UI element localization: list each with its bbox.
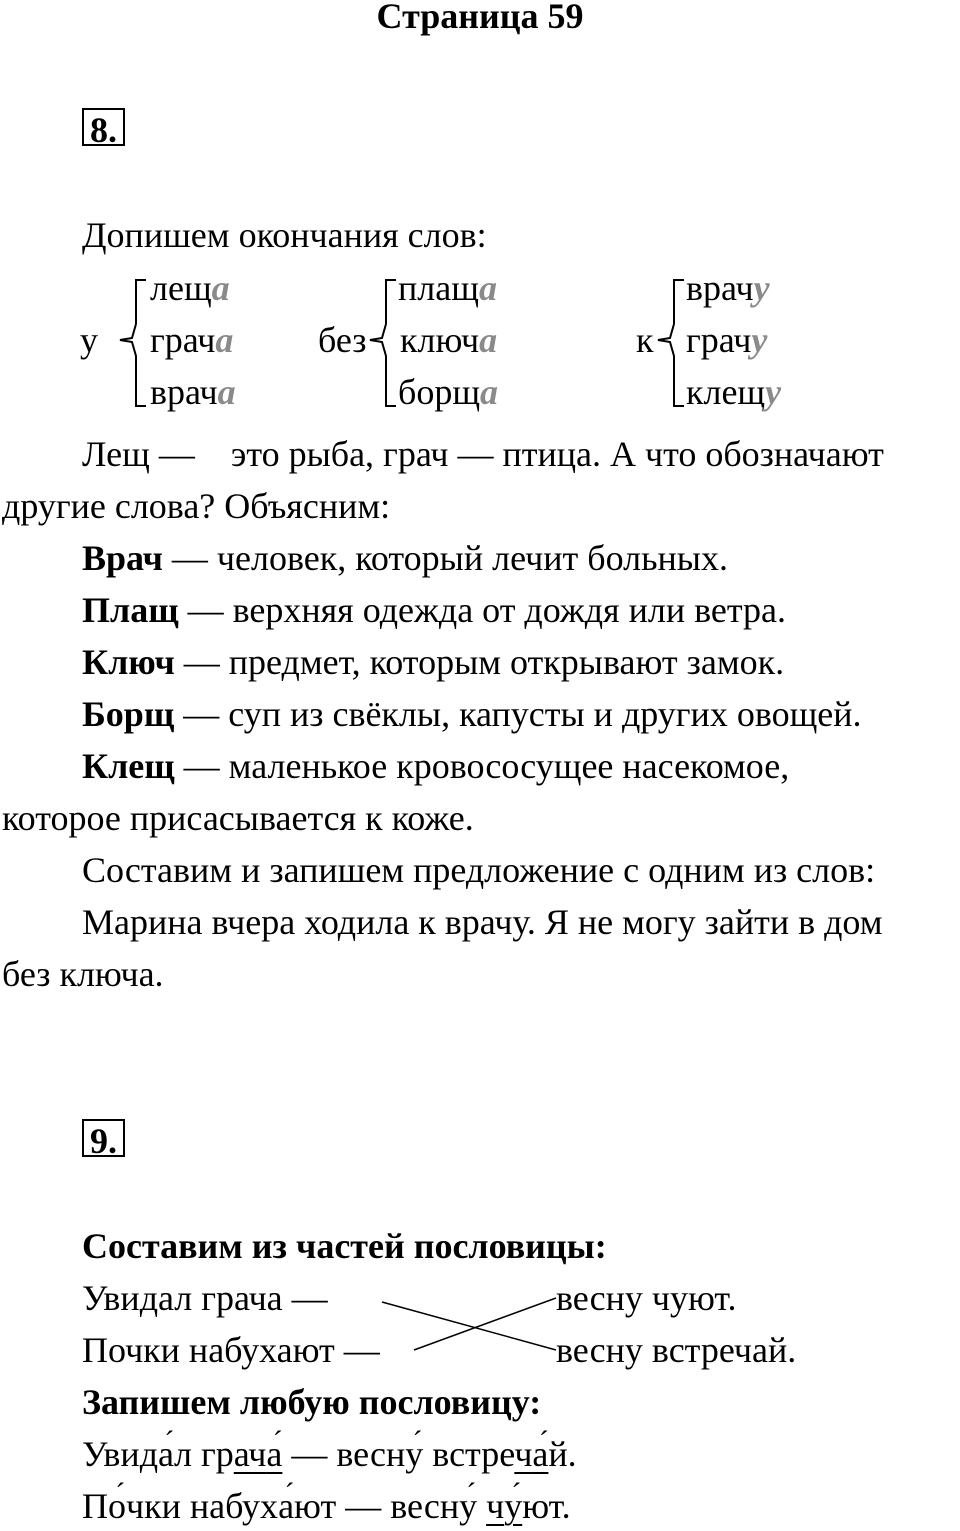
- sentence-line-2: без ключа.: [2, 954, 164, 994]
- group-2-brace: [368, 278, 398, 408]
- matching-lines: [380, 1292, 560, 1362]
- left-part-2: Почки набухают —: [82, 1330, 380, 1370]
- task-9-heading-2: Запишем любую пословицу:: [82, 1382, 542, 1422]
- right-part-2: весну встречай.: [556, 1330, 797, 1370]
- group-3-word-3: клещу: [686, 372, 782, 412]
- definition-3: Ключ — предмет, которым открывают замок.: [82, 642, 785, 682]
- group-3-word-2: грачу: [686, 320, 768, 360]
- page-title: Страница 59: [376, 0, 584, 36]
- task-9-number: 9.: [82, 1119, 125, 1157]
- left-part-1: Увидал грача —: [82, 1278, 328, 1318]
- group-1-preposition: у: [80, 320, 98, 360]
- group-1-word-1: леща: [150, 268, 230, 308]
- definition-5-cont: которое присасывается к коже.: [2, 798, 474, 838]
- group-3-word-1: врачу: [686, 268, 770, 308]
- group-1-brace: [118, 278, 148, 408]
- proverb-2: По ´чки набуха ´ют — весну ´ чу ´ют.: [82, 1484, 571, 1528]
- group-1-word-2: грача: [150, 320, 234, 360]
- group-2-word-3: борща: [398, 372, 499, 412]
- group-3-brace: [656, 278, 686, 408]
- sentence-line-1: Марина вчера ходила к врачу. Я не могу зайти в дом: [82, 902, 883, 942]
- task-9-heading-1: Составим из частей пословицы:: [82, 1226, 607, 1266]
- proverb-1: Увида ´л грача ´ — весну ´ встреча ´й.: [82, 1432, 577, 1476]
- task-8-number: 8.: [82, 108, 125, 146]
- definition-4: Борщ — суп из свёклы, капусты и других овощей.: [82, 694, 862, 734]
- group-1-word-3: врача: [150, 372, 236, 412]
- question-line-1: Лещ — это рыба, грач — птица. А что обозначают: [82, 434, 884, 474]
- group-3-preposition: к: [636, 320, 654, 360]
- task-8-instruction: Допишем окончания слов:: [82, 215, 487, 255]
- compose-instruction: Составим и запишем предложение с одним из слов:: [82, 850, 876, 890]
- group-2-word-2: ключа: [400, 320, 498, 360]
- question-line-2: другие слова? Объясним:: [2, 486, 391, 526]
- group-2-preposition: без: [318, 320, 367, 360]
- definition-2: Плащ — верхняя одежда от дождя или ветра.: [82, 590, 787, 630]
- group-2-word-1: плаща: [398, 268, 497, 308]
- definition-5: Клещ — маленькое кровососущее насекомое,: [82, 746, 790, 786]
- definition-1: Врач — человек, который лечит больных.: [82, 538, 728, 578]
- right-part-1: весну чуют.: [556, 1278, 737, 1318]
